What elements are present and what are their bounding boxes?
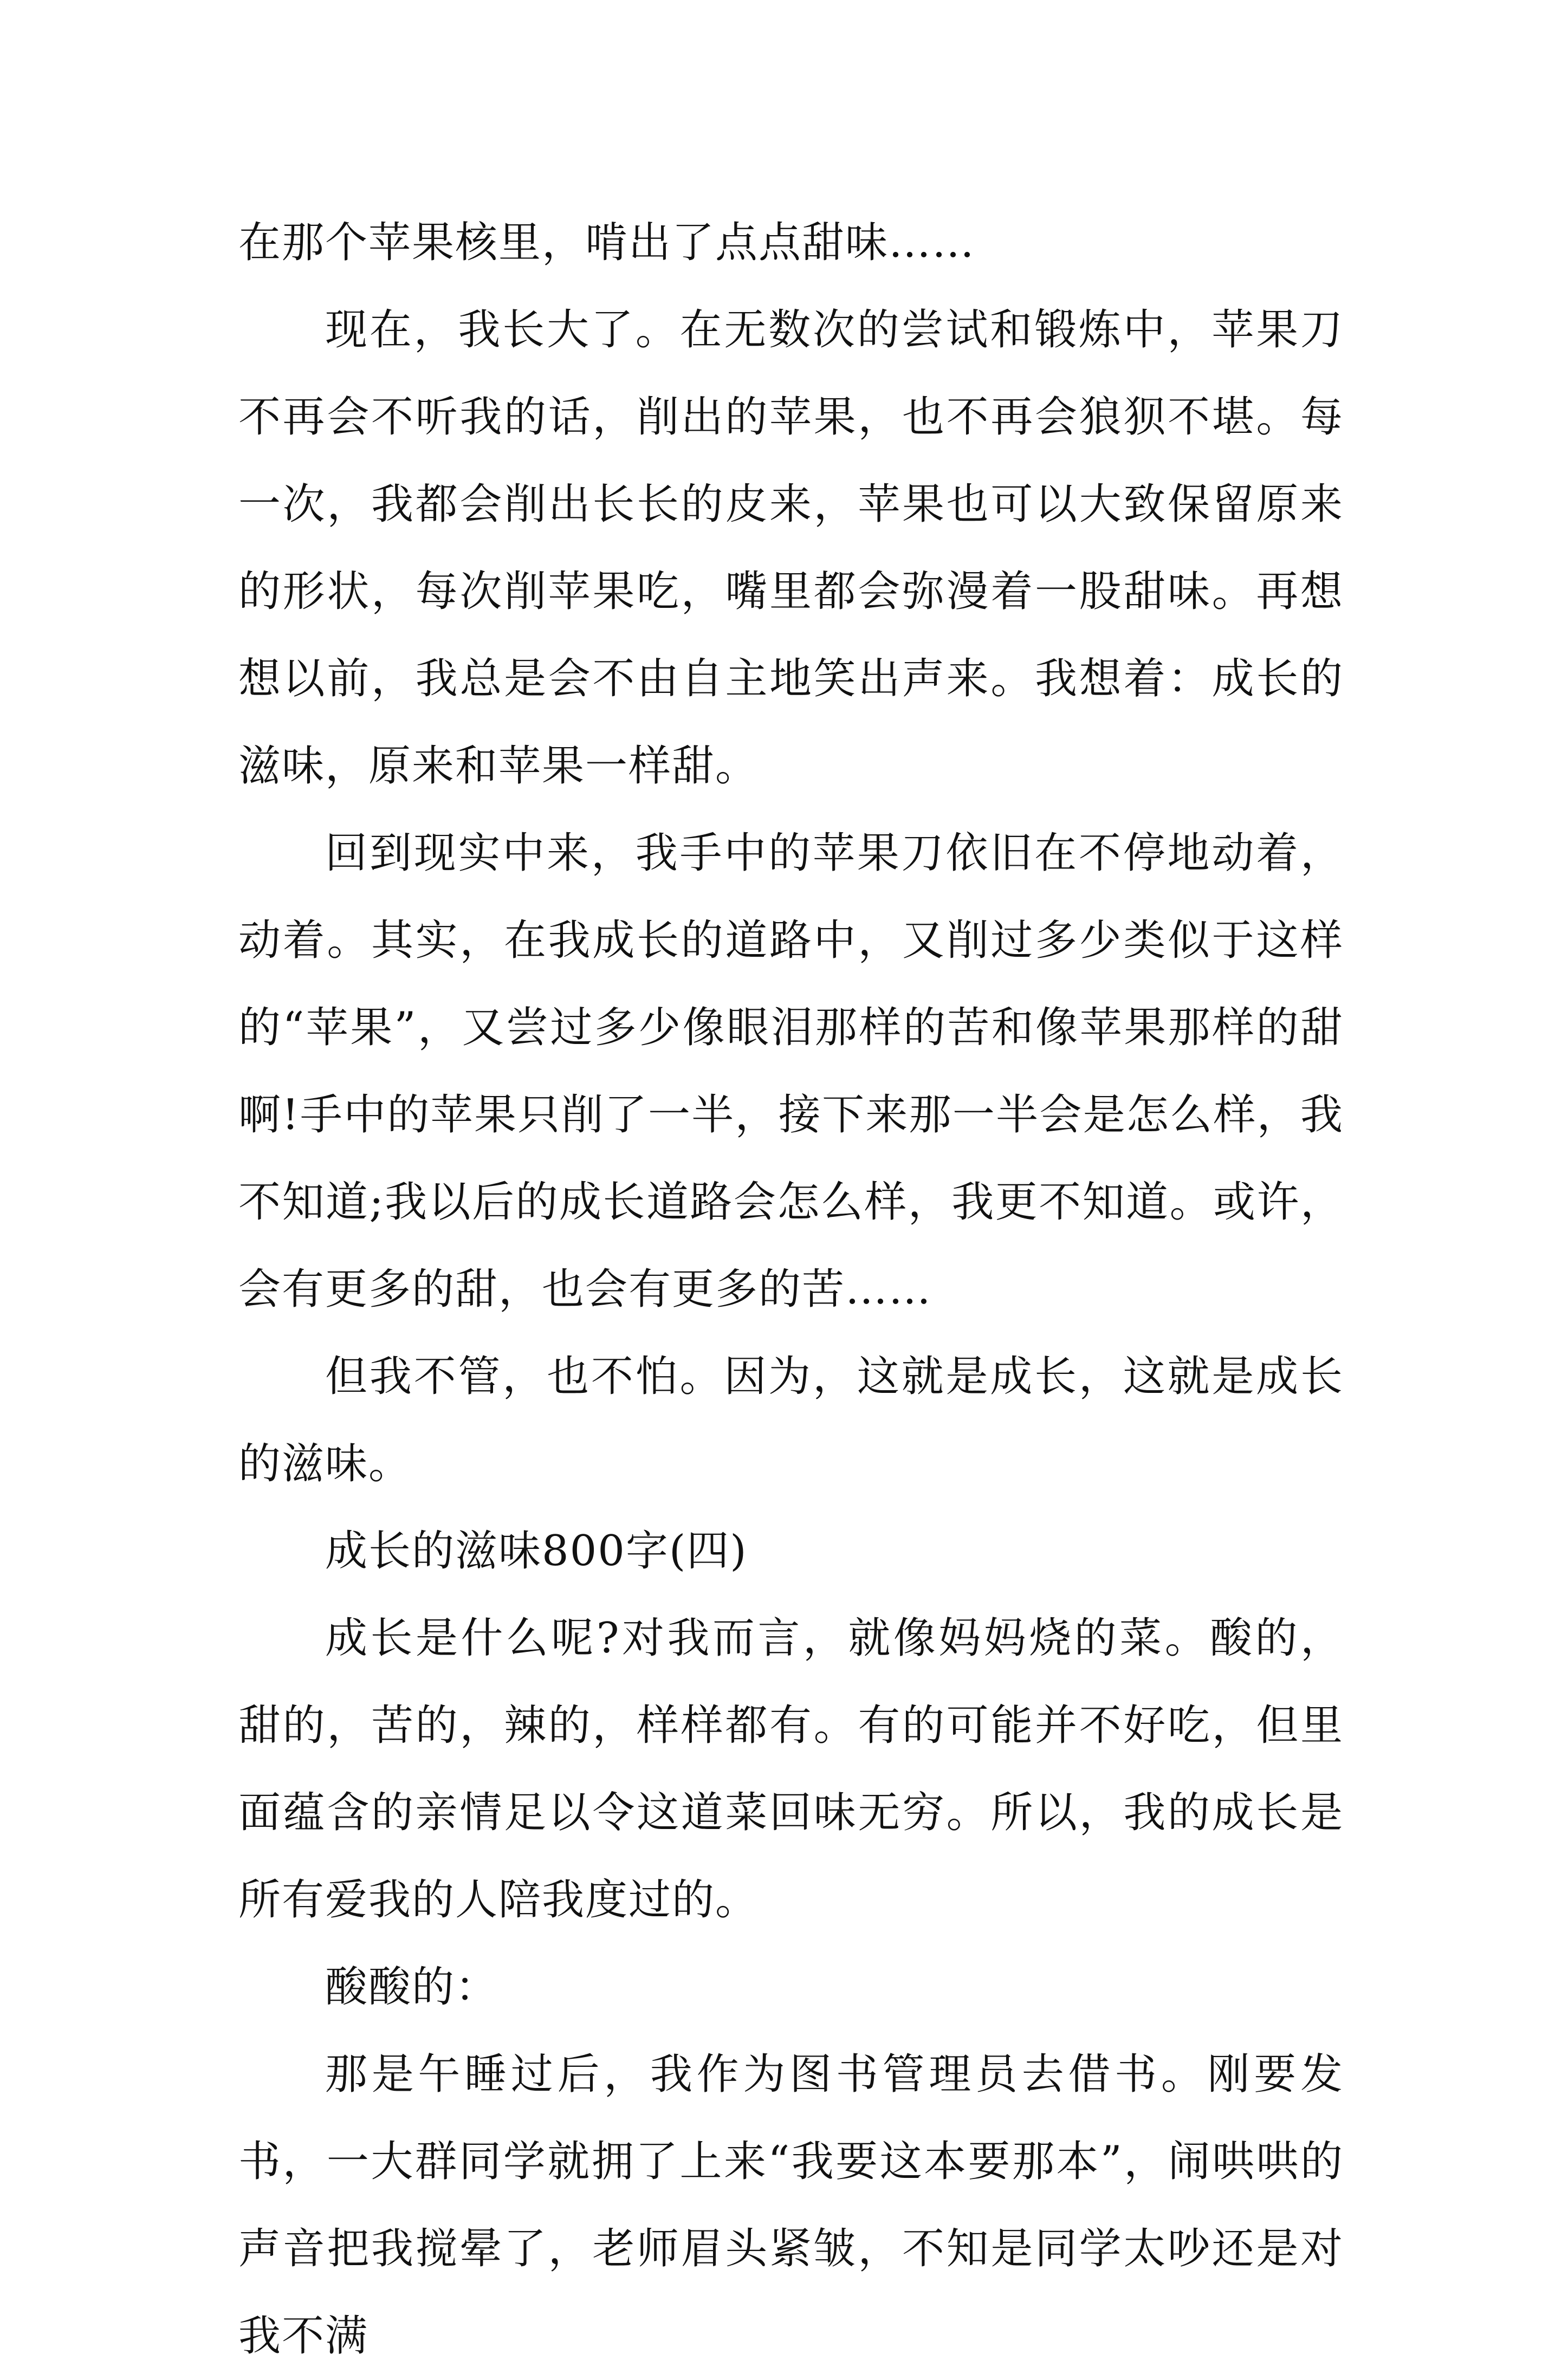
paragraph: 那是午睡过后，我作为图书管理员去借书。刚要发书，一大群同学就拥了上来“我要这本要那本”，闹哄哄的声音把我搅晕了，老师眉头紧皱，不知是同学太吵还是对我不满 xyxy=(238,2050,1344,2360)
paragraph: 成长是什么呢?对我而言，就像妈妈烧的菜。酸的，甜的，苦的，辣的，样样都有。有的可能并不好吃，但里面蕴含的亲情足以令这道菜回味无穷。所以，我的成长是所有爱我的人陪我度过的。 xyxy=(238,1614,1344,1924)
body-text xyxy=(238,199,1344,2380)
paragraph: 但我不管，也不怕。因为，这就是成长，这就是成长的滋味。 xyxy=(238,1352,1344,1488)
section-heading: 成长的滋味800字(四) xyxy=(325,1527,748,1575)
paragraph: 回到现实中来，我手中的苹果刀依旧在不停地动着，动着。其实，在我成长的道路中，又削过多少类似于这样的“苹果”，又尝过多少像眼泪那样的苦和像苹果那样的甜啊!手中的苹果只削了一半，接下来那一半会是怎么样，我不知道;我以后的成长道路会怎么样，我更不知道。或许，会有更多的甜，也会有更多的苦…… xyxy=(238,829,1344,1314)
paragraph: 酸酸的： xyxy=(325,1963,499,2012)
paragraph: 在那个苹果核里，啃出了点点甜味…… xyxy=(238,218,976,267)
paragraph: 现在，我长大了。在无数次的尝试和锻炼中，苹果刀不再会不听我的话，削出的苹果，也不再会狼狈不堪。每一次，我都会削出长长的皮来，苹果也可以大致保留原来的形状，每次削苹果吃，嘴里都会弥漫着一股甜味。再想想以前，我总是会不由自主地笑出声来。我想着：成长的滋味，原来和苹果一样甜。 xyxy=(238,306,1344,790)
